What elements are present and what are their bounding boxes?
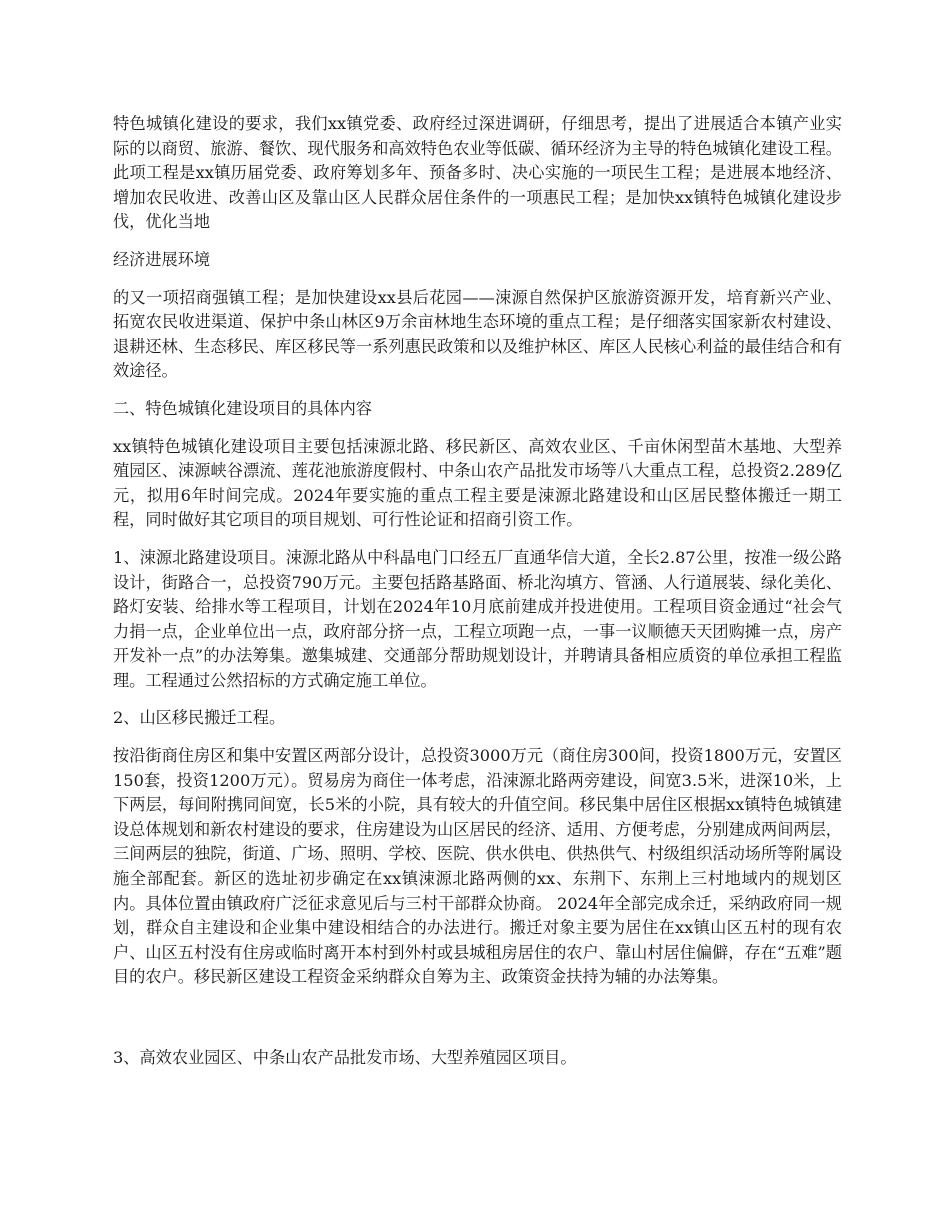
section-heading-project-content: 二、特色城镇化建设项目的具体内容	[113, 398, 372, 418]
subheading-relocation-project: 2、山区移民搬迁工程。	[113, 708, 286, 728]
paragraph-investment-project: 的又一项招商强镇工程；是加快建设xx县后花园——涑源自然保护区旅游资源开发，培育新兴产业、拓宽农民收进渠道、保护中条山林区9万余亩林地生态环境的重点工程；是仔细落实国家新农村建设、退耕还林、生态移民、库区移民等一系列惠民政策和以及维护林区、库区人民核心利益的最佳结合和有效途径。	[113, 287, 842, 381]
paragraph-economic-environment: 经济进展环境	[113, 249, 211, 269]
paragraph-relocation-details: 按沿街商住房区和集中安置区两部分设计，总投资3000万元（商住房300间，投资1800万元，安置区150套，投资1200万元）。贸易房为商住一体考虑，沿涑源北路两旁建设，间宽3.5米，进深10米，上下两层，每间附携同间宽，长5米的小院，具有较大的升值空间。移民集中居住区根据xx镇特色城镇建设总体规划和新农村建设的要求，住房建设为山区居民的经济、适用、方便考虑，分别建成两间两层，三间两层的独院，街道、广场、照明、学校、医院、供水供电、供热供气、村级组织活动场所等附属设施全部配套。新区的选址初步确定在xx镇涑源北路两侧的xx、东荆下、东荆上三村地域内的规划区内。具体位置由镇政府广泛征求意见后与三村干部群众协商。 2024年全部完成余迁，采纳政府同一规划，群众自主建设和企业集中建设相结合的办法进行。搬迁对象主要为居住在xx镇山区五村的现有农户、山区五村没有住房或临时离开本村到外村或县城租房居住的农户、靠山村居住偏僻，存在“五难”题目的农户。移民新区建设工程资金采纳群众自筹为主、政策资金扶持为辅的办法筹集。	[113, 746, 842, 987]
paragraph-project-overview: xx镇特色城镇化建设项目主要包括涑源北路、移民新区、高效农业区、千亩休闲型苗木基地、大型养殖园区、涑源峡谷漂流、莲花池旅游度假村、中条山农产品批发市场等八大重点工程，总投资2.289亿元，拟用6年时间完成。2024年要实施的重点工程主要是涑源北路建设和山区居民整体搬迁一期工程，同时做好其它项目的项目规划、可行性论证和招商引资工作。	[113, 436, 842, 530]
paragraph-road-project: 1、涑源北路建设项目。涑源北路从中科晶电门口经五厂直通华信大道，全长2.87公里，按准一级公路设计，街路合一，总投资790万元。主要包括路基路面、桥北沟填方、管涵、人行道展装、绿化美化、路灯安装、给排水等工程项目，计划在2024年10月底前建成并投进使用。工程项目资金通过“社会气力捐一点，企业单位出一点，政府部分挤一点，工程立项跑一点，一事一议顺德天天团购摊一点，房产开发补一点”的办法筹集。邀集城建、交通部分帮助规划设计，并聘请具备相应质资的单位承担工程监理。工程通过公然招标的方式确定施工单位。	[113, 547, 842, 690]
paragraph-intro-policy: 特色城镇化建设的要求，我们xx镇党委、政府经过深进调研，仔细思考，提出了进展适合本镇产业实际的以商贸、旅游、餐饮、现代服务和高效特色农业等低碳、循环经济为主导的特色城镇化建设工程。此项工程是xx镇历届党委、政府筹划多年、预备多时、决心实施的一项民生工程；是进展本地经济、增加农民收进、改善山区及靠山区人民群众居住条件的一项惠民工程；是加快xx镇特色城镇化建设步伐，优化当地	[113, 114, 842, 232]
subheading-agriculture-project: 3、高效农业园区、中条山农产品批发市场、大型养殖园区项目。	[113, 1048, 577, 1067]
